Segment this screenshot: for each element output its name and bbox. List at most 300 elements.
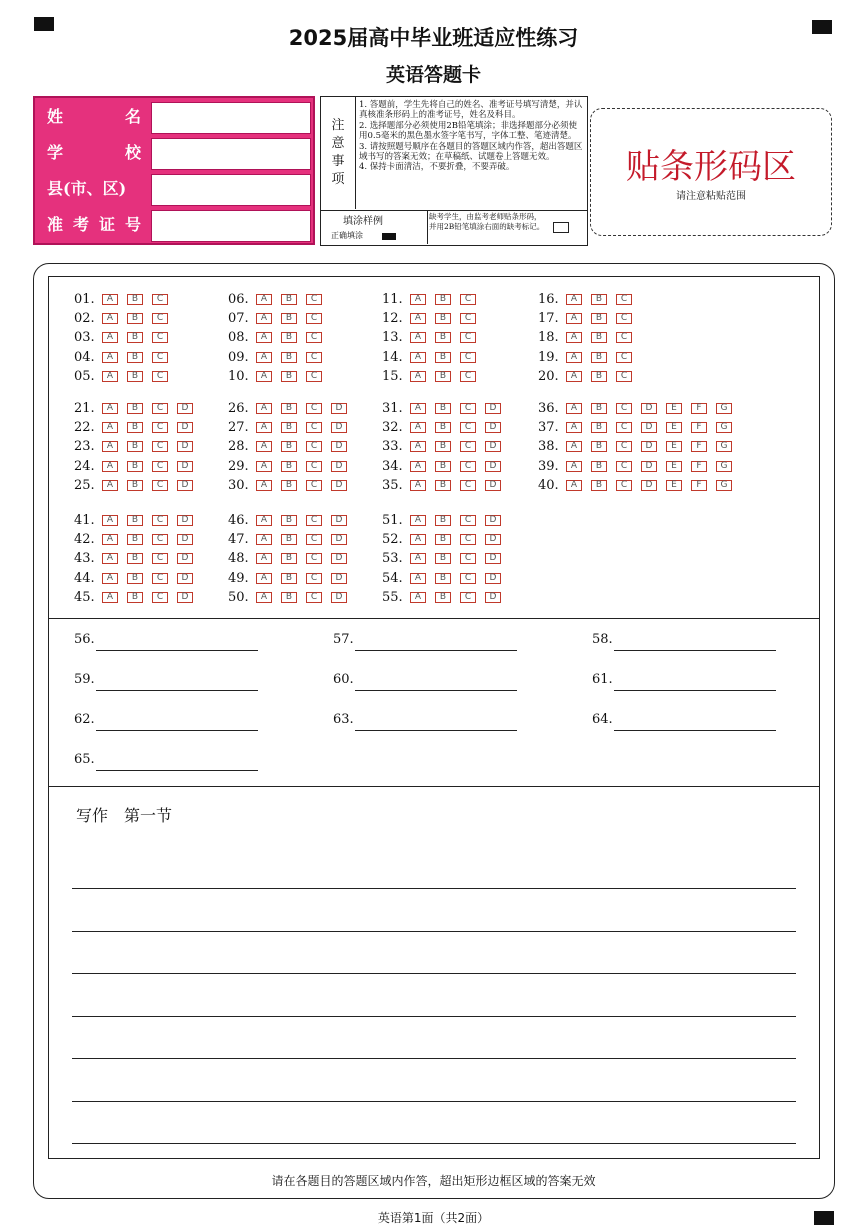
option-bubble[interactable]: A (102, 480, 118, 491)
option-bubble[interactable]: D (177, 534, 193, 545)
name-field[interactable] (151, 102, 311, 134)
option-bubble[interactable]: A (256, 534, 272, 545)
option-bubble[interactable]: C (460, 573, 476, 584)
option-bubble[interactable]: A (566, 332, 582, 343)
question-row (228, 533, 356, 547)
option-bubble[interactable]: A (566, 294, 582, 305)
question-row (74, 440, 202, 454)
writing-line[interactable] (72, 1058, 796, 1059)
option-bubble[interactable]: D (485, 553, 501, 564)
exam-id-field[interactable] (151, 210, 311, 242)
notes-heading (321, 97, 356, 209)
option-bubble[interactable]: A (566, 461, 582, 472)
question-number: 55. (382, 589, 403, 605)
option-bubble[interactable]: B (281, 515, 297, 526)
option-bubble[interactable]: D (641, 403, 657, 414)
option-bubble[interactable]: C (306, 534, 322, 545)
notes-item: 1. 答题前，学生先将自己的姓名、准考证号填写清楚，并认真核准条形码上的准考证号，姓名及科目。 (359, 100, 583, 121)
option-bubble[interactable]: C (306, 352, 322, 363)
option-bubble[interactable]: A (102, 403, 118, 414)
option-bubble[interactable]: A (410, 534, 426, 545)
option-bubble[interactable]: E (666, 480, 682, 491)
option-bubble[interactable]: B (435, 461, 451, 472)
option-bubble[interactable]: A (102, 371, 118, 382)
question-number: 43. (74, 551, 95, 567)
option-bubble[interactable]: B (127, 422, 143, 433)
option-bubble[interactable]: B (435, 352, 451, 363)
option-bubble[interactable]: D (177, 422, 193, 433)
option-bubble[interactable]: G (716, 441, 732, 452)
option-bubble[interactable]: C (616, 461, 632, 472)
option-bubble[interactable]: C (460, 294, 476, 305)
option-bubble[interactable]: B (435, 371, 451, 382)
answer-line[interactable] (96, 730, 258, 731)
option-bubble[interactable]: C (152, 403, 168, 414)
question-row (74, 331, 177, 345)
question-number: 01. (74, 292, 95, 307)
option-bubble[interactable]: C (152, 480, 168, 491)
section-divider (48, 618, 820, 619)
option-bubble[interactable]: A (102, 294, 118, 305)
option-bubble[interactable]: A (410, 515, 426, 526)
question-number: 38. (538, 439, 559, 455)
question-number: 12. (382, 311, 403, 327)
option-bubble[interactable]: A (410, 553, 426, 564)
option-bubble[interactable]: C (616, 313, 632, 324)
option-bubble[interactable]: D (177, 553, 193, 564)
notes-heading-char: 注 (331, 118, 345, 133)
option-bubble[interactable]: A (102, 461, 118, 472)
option-bubble[interactable]: A (102, 573, 118, 584)
county-field[interactable] (151, 174, 311, 206)
option-bubble[interactable]: B (591, 422, 607, 433)
question-row (74, 370, 177, 384)
option-bubble[interactable]: B (127, 515, 143, 526)
option-bubble[interactable]: C (306, 553, 322, 564)
option-bubble[interactable]: C (306, 403, 322, 414)
option-bubble[interactable]: B (591, 294, 607, 305)
option-bubble[interactable]: G (716, 480, 732, 491)
option-bubble[interactable]: B (591, 480, 607, 491)
option-bubble[interactable]: B (435, 553, 451, 564)
writing-line[interactable] (72, 1143, 796, 1144)
option-bubble[interactable]: C (152, 515, 168, 526)
option-bubble[interactable]: C (306, 422, 322, 433)
option-bubble[interactable]: C (306, 480, 322, 491)
question-number: 48. (228, 551, 249, 567)
option-bubble[interactable]: B (281, 480, 297, 491)
writing-title: 写作 第一节 (76, 806, 173, 825)
option-bubble[interactable]: A (256, 480, 272, 491)
option-bubble[interactable]: D (485, 461, 501, 472)
option-bubble[interactable]: B (435, 313, 451, 324)
option-bubble[interactable]: B (127, 403, 143, 414)
option-bubble[interactable]: D (331, 461, 347, 472)
option-bubble[interactable]: B (281, 313, 297, 324)
fill-in-item[interactable] (333, 632, 354, 647)
fill-in-number: 56. (74, 632, 95, 647)
option-bubble[interactable]: C (460, 332, 476, 343)
option-bubble[interactable]: B (281, 441, 297, 452)
student-info-table (33, 96, 315, 245)
option-bubble[interactable]: B (281, 573, 297, 584)
option-bubble[interactable]: C (152, 422, 168, 433)
option-bubble[interactable]: B (435, 294, 451, 305)
option-bubble[interactable]: A (566, 441, 582, 452)
option-bubble[interactable]: D (485, 480, 501, 491)
question-row (382, 351, 485, 365)
option-bubble[interactable]: B (281, 371, 297, 382)
option-bubble[interactable]: E (666, 422, 682, 433)
fill-in-item[interactable] (74, 672, 95, 687)
option-bubble[interactable]: A (566, 313, 582, 324)
fill-in-number: 64. (592, 712, 613, 727)
option-bubble[interactable]: F (691, 461, 707, 472)
option-bubble[interactable]: B (281, 553, 297, 564)
option-bubble[interactable]: C (616, 294, 632, 305)
fill-in-item[interactable] (74, 632, 95, 647)
question-row (382, 514, 510, 528)
option-bubble[interactable]: B (127, 313, 143, 324)
option-bubble[interactable]: A (410, 461, 426, 472)
option-bubble[interactable]: C (306, 592, 322, 603)
option-bubble[interactable]: D (485, 534, 501, 545)
option-bubble[interactable]: E (666, 403, 682, 414)
option-bubble[interactable]: D (641, 441, 657, 452)
option-bubble[interactable]: D (177, 592, 193, 603)
option-bubble[interactable]: C (460, 441, 476, 452)
option-bubble[interactable]: A (256, 553, 272, 564)
option-bubble[interactable]: D (331, 480, 347, 491)
option-bubble[interactable]: A (102, 422, 118, 433)
option-bubble[interactable]: D (331, 515, 347, 526)
option-bubble[interactable]: B (127, 352, 143, 363)
option-bubble[interactable]: B (281, 294, 297, 305)
option-bubble[interactable]: B (435, 422, 451, 433)
option-bubble[interactable]: F (691, 441, 707, 452)
option-bubble[interactable]: C (616, 371, 632, 382)
option-bubble[interactable]: C (152, 553, 168, 564)
option-bubble[interactable]: A (566, 403, 582, 414)
option-bubble[interactable]: C (616, 422, 632, 433)
option-bubble[interactable]: B (127, 480, 143, 491)
question-number: 37. (538, 420, 559, 436)
option-bubble[interactable]: G (716, 461, 732, 472)
absent-mark-box[interactable] (553, 222, 569, 233)
option-bubble[interactable]: C (460, 352, 476, 363)
option-bubble[interactable]: C (616, 403, 632, 414)
section-divider (48, 786, 820, 787)
barcode-area (590, 108, 832, 236)
option-bubble[interactable]: A (256, 313, 272, 324)
option-bubble[interactable]: A (410, 371, 426, 382)
option-bubble[interactable]: B (127, 332, 143, 343)
option-bubble[interactable]: C (152, 534, 168, 545)
option-bubble[interactable]: C (152, 332, 168, 343)
info-row-exam-id (35, 207, 313, 243)
option-bubble[interactable]: C (152, 592, 168, 603)
answer-line[interactable] (355, 730, 517, 731)
option-bubble[interactable]: A (102, 592, 118, 603)
option-bubble[interactable]: A (410, 332, 426, 343)
option-bubble[interactable]: D (485, 592, 501, 603)
option-bubble[interactable]: C (460, 403, 476, 414)
question-number: 44. (74, 570, 95, 586)
fill-in-item[interactable] (333, 672, 354, 687)
fill-in-item[interactable] (74, 752, 95, 767)
option-bubble[interactable]: C (460, 592, 476, 603)
fill-in-number: 60. (333, 672, 354, 687)
option-bubble[interactable]: F (691, 403, 707, 414)
option-bubble[interactable]: A (256, 573, 272, 584)
option-bubble[interactable]: A (102, 515, 118, 526)
option-bubble[interactable]: C (306, 573, 322, 584)
option-bubble[interactable]: A (566, 371, 582, 382)
option-bubble[interactable]: D (331, 553, 347, 564)
option-bubble[interactable]: C (460, 461, 476, 472)
info-label: 准考证号 (47, 215, 141, 234)
answer-line[interactable] (96, 650, 258, 651)
question-row (382, 331, 485, 345)
option-bubble[interactable]: D (641, 480, 657, 491)
question-row (74, 351, 177, 365)
option-bubble[interactable]: D (485, 441, 501, 452)
answer-line[interactable] (355, 690, 517, 691)
answer-line[interactable] (614, 650, 776, 651)
option-bubble[interactable]: C (460, 480, 476, 491)
option-bubble[interactable]: B (281, 352, 297, 363)
option-bubble[interactable]: C (306, 461, 322, 472)
option-bubble[interactable]: B (591, 461, 607, 472)
option-bubble[interactable]: B (127, 592, 143, 603)
option-bubble[interactable]: C (460, 553, 476, 564)
answer-line[interactable] (614, 730, 776, 731)
option-bubble[interactable]: A (102, 553, 118, 564)
option-bubble[interactable]: C (460, 515, 476, 526)
option-bubble[interactable]: A (410, 403, 426, 414)
option-bubble[interactable]: B (591, 371, 607, 382)
option-bubble[interactable]: D (331, 403, 347, 414)
option-bubble[interactable]: A (410, 441, 426, 452)
option-bubble[interactable]: C (306, 332, 322, 343)
option-bubble[interactable]: D (177, 515, 193, 526)
option-bubble[interactable]: A (256, 294, 272, 305)
option-bubble[interactable]: A (410, 313, 426, 324)
fill-in-number: 58. (592, 632, 613, 647)
writing-line[interactable] (72, 931, 796, 932)
option-bubble[interactable]: D (331, 592, 347, 603)
option-bubble[interactable]: B (281, 332, 297, 343)
option-bubble[interactable]: B (281, 592, 297, 603)
option-bubble[interactable]: C (152, 352, 168, 363)
fill-in-item[interactable] (333, 712, 354, 727)
option-bubble[interactable]: A (102, 313, 118, 324)
option-bubble[interactable]: D (485, 515, 501, 526)
option-bubble[interactable]: C (306, 294, 322, 305)
option-bubble[interactable]: C (306, 313, 322, 324)
fill-sample-box (320, 210, 588, 246)
option-bubble[interactable]: B (281, 403, 297, 414)
option-bubble[interactable]: A (566, 352, 582, 363)
option-bubble[interactable]: D (177, 403, 193, 414)
fill-in-item[interactable] (592, 712, 613, 727)
option-bubble[interactable]: C (152, 294, 168, 305)
writing-line[interactable] (72, 1016, 796, 1017)
option-bubble[interactable]: C (152, 313, 168, 324)
option-bubble[interactable]: A (256, 371, 272, 382)
option-bubble[interactable]: F (691, 480, 707, 491)
option-bubble[interactable]: A (566, 480, 582, 491)
option-bubble[interactable]: B (281, 461, 297, 472)
option-bubble[interactable]: B (127, 553, 143, 564)
option-bubble[interactable]: B (127, 461, 143, 472)
option-bubble[interactable]: A (410, 573, 426, 584)
fill-in-item[interactable] (592, 632, 613, 647)
option-bubble[interactable]: A (410, 352, 426, 363)
option-bubble[interactable]: D (331, 573, 347, 584)
question-number: 50. (228, 589, 249, 605)
option-bubble[interactable]: A (256, 515, 272, 526)
question-row (538, 312, 641, 326)
option-bubble[interactable]: B (127, 534, 143, 545)
option-bubble[interactable]: D (485, 422, 501, 433)
option-bubble[interactable]: A (566, 422, 582, 433)
answer-line[interactable] (96, 770, 258, 771)
option-bubble[interactable]: D (485, 403, 501, 414)
option-bubble[interactable]: A (410, 294, 426, 305)
option-bubble[interactable]: D (177, 480, 193, 491)
option-bubble[interactable]: B (591, 403, 607, 414)
option-bubble[interactable]: B (435, 441, 451, 452)
option-bubble[interactable]: B (591, 441, 607, 452)
option-bubble[interactable]: B (435, 403, 451, 414)
question-row (228, 572, 356, 586)
option-bubble[interactable]: A (102, 534, 118, 545)
option-bubble[interactable]: B (281, 422, 297, 433)
question-number: 52. (382, 532, 403, 548)
question-row (74, 591, 202, 605)
question-number: 17. (538, 311, 559, 327)
option-bubble[interactable]: G (716, 422, 732, 433)
option-bubble[interactable]: A (256, 352, 272, 363)
answer-line[interactable] (96, 690, 258, 691)
option-bubble[interactable]: C (460, 313, 476, 324)
option-bubble[interactable]: A (256, 332, 272, 343)
page-title: 2025届高中毕业班适应性练习 (288, 26, 579, 50)
question-row (228, 402, 356, 416)
option-bubble[interactable]: A (410, 592, 426, 603)
option-bubble[interactable]: B (127, 441, 143, 452)
option-bubble[interactable]: D (331, 422, 347, 433)
option-bubble[interactable]: C (152, 441, 168, 452)
fill-in-item[interactable] (592, 672, 613, 687)
option-bubble[interactable]: B (591, 332, 607, 343)
option-bubble[interactable]: C (306, 441, 322, 452)
answer-line[interactable] (614, 690, 776, 691)
option-bubble[interactable]: C (152, 573, 168, 584)
option-bubble[interactable]: C (616, 332, 632, 343)
option-bubble[interactable]: A (256, 403, 272, 414)
option-bubble[interactable]: C (460, 422, 476, 433)
option-bubble[interactable]: B (435, 480, 451, 491)
question-number: 32. (382, 420, 403, 436)
option-bubble[interactable]: C (616, 480, 632, 491)
question-number: 20. (538, 368, 559, 384)
fill-in-item[interactable] (74, 712, 95, 727)
option-bubble[interactable]: C (460, 534, 476, 545)
option-bubble[interactable]: B (281, 534, 297, 545)
option-bubble[interactable]: C (616, 441, 632, 452)
question-number: 28. (228, 439, 249, 455)
option-bubble[interactable]: D (331, 534, 347, 545)
writing-line[interactable] (72, 1101, 796, 1102)
option-bubble[interactable]: A (256, 592, 272, 603)
option-bubble[interactable]: E (666, 461, 682, 472)
option-bubble[interactable]: B (127, 371, 143, 382)
question-row (382, 293, 485, 307)
question-number: 21. (74, 401, 95, 416)
option-bubble[interactable]: B (591, 352, 607, 363)
notes-item: 4. 保持卡面清洁，不要折叠，不要弄破。 (359, 162, 515, 173)
option-bubble[interactable]: D (177, 461, 193, 472)
question-number: 45. (74, 589, 95, 605)
option-bubble[interactable]: G (716, 403, 732, 414)
option-bubble[interactable]: A (256, 422, 272, 433)
question-row (74, 479, 202, 493)
option-bubble[interactable]: B (435, 534, 451, 545)
option-bubble[interactable]: D (331, 441, 347, 452)
option-bubble[interactable]: C (460, 371, 476, 382)
option-bubble[interactable]: B (127, 573, 143, 584)
question-number: 54. (382, 570, 403, 586)
option-bubble[interactable]: E (666, 441, 682, 452)
info-label: 姓名 (47, 107, 141, 126)
option-bubble[interactable]: C (152, 461, 168, 472)
school-field[interactable] (151, 138, 311, 170)
option-bubble[interactable]: C (616, 352, 632, 363)
option-bubble[interactable]: F (691, 422, 707, 433)
option-bubble[interactable]: B (435, 332, 451, 343)
option-bubble[interactable]: B (435, 592, 451, 603)
question-row (74, 572, 202, 586)
option-bubble[interactable]: B (435, 515, 451, 526)
option-bubble[interactable]: D (485, 573, 501, 584)
option-bubble[interactable]: A (102, 332, 118, 343)
option-bubble[interactable]: A (256, 441, 272, 452)
option-bubble[interactable]: A (410, 422, 426, 433)
answer-line[interactable] (355, 650, 517, 651)
option-bubble[interactable]: C (306, 515, 322, 526)
question-number: 46. (228, 513, 249, 528)
option-bubble[interactable]: D (177, 441, 193, 452)
option-bubble[interactable]: A (102, 441, 118, 452)
question-row (382, 460, 510, 474)
writing-line[interactable] (72, 973, 796, 974)
writing-line[interactable] (72, 888, 796, 889)
option-bubble[interactable]: A (102, 352, 118, 363)
option-bubble[interactable]: D (641, 461, 657, 472)
option-bubble[interactable]: A (410, 480, 426, 491)
option-bubble[interactable]: C (152, 371, 168, 382)
info-row-county (35, 171, 313, 207)
option-bubble[interactable]: C (306, 371, 322, 382)
option-bubble[interactable]: B (591, 313, 607, 324)
option-bubble[interactable]: D (641, 422, 657, 433)
option-bubble[interactable]: A (256, 461, 272, 472)
option-bubble[interactable]: B (435, 573, 451, 584)
option-bubble[interactable]: D (177, 573, 193, 584)
option-bubble[interactable]: B (127, 294, 143, 305)
